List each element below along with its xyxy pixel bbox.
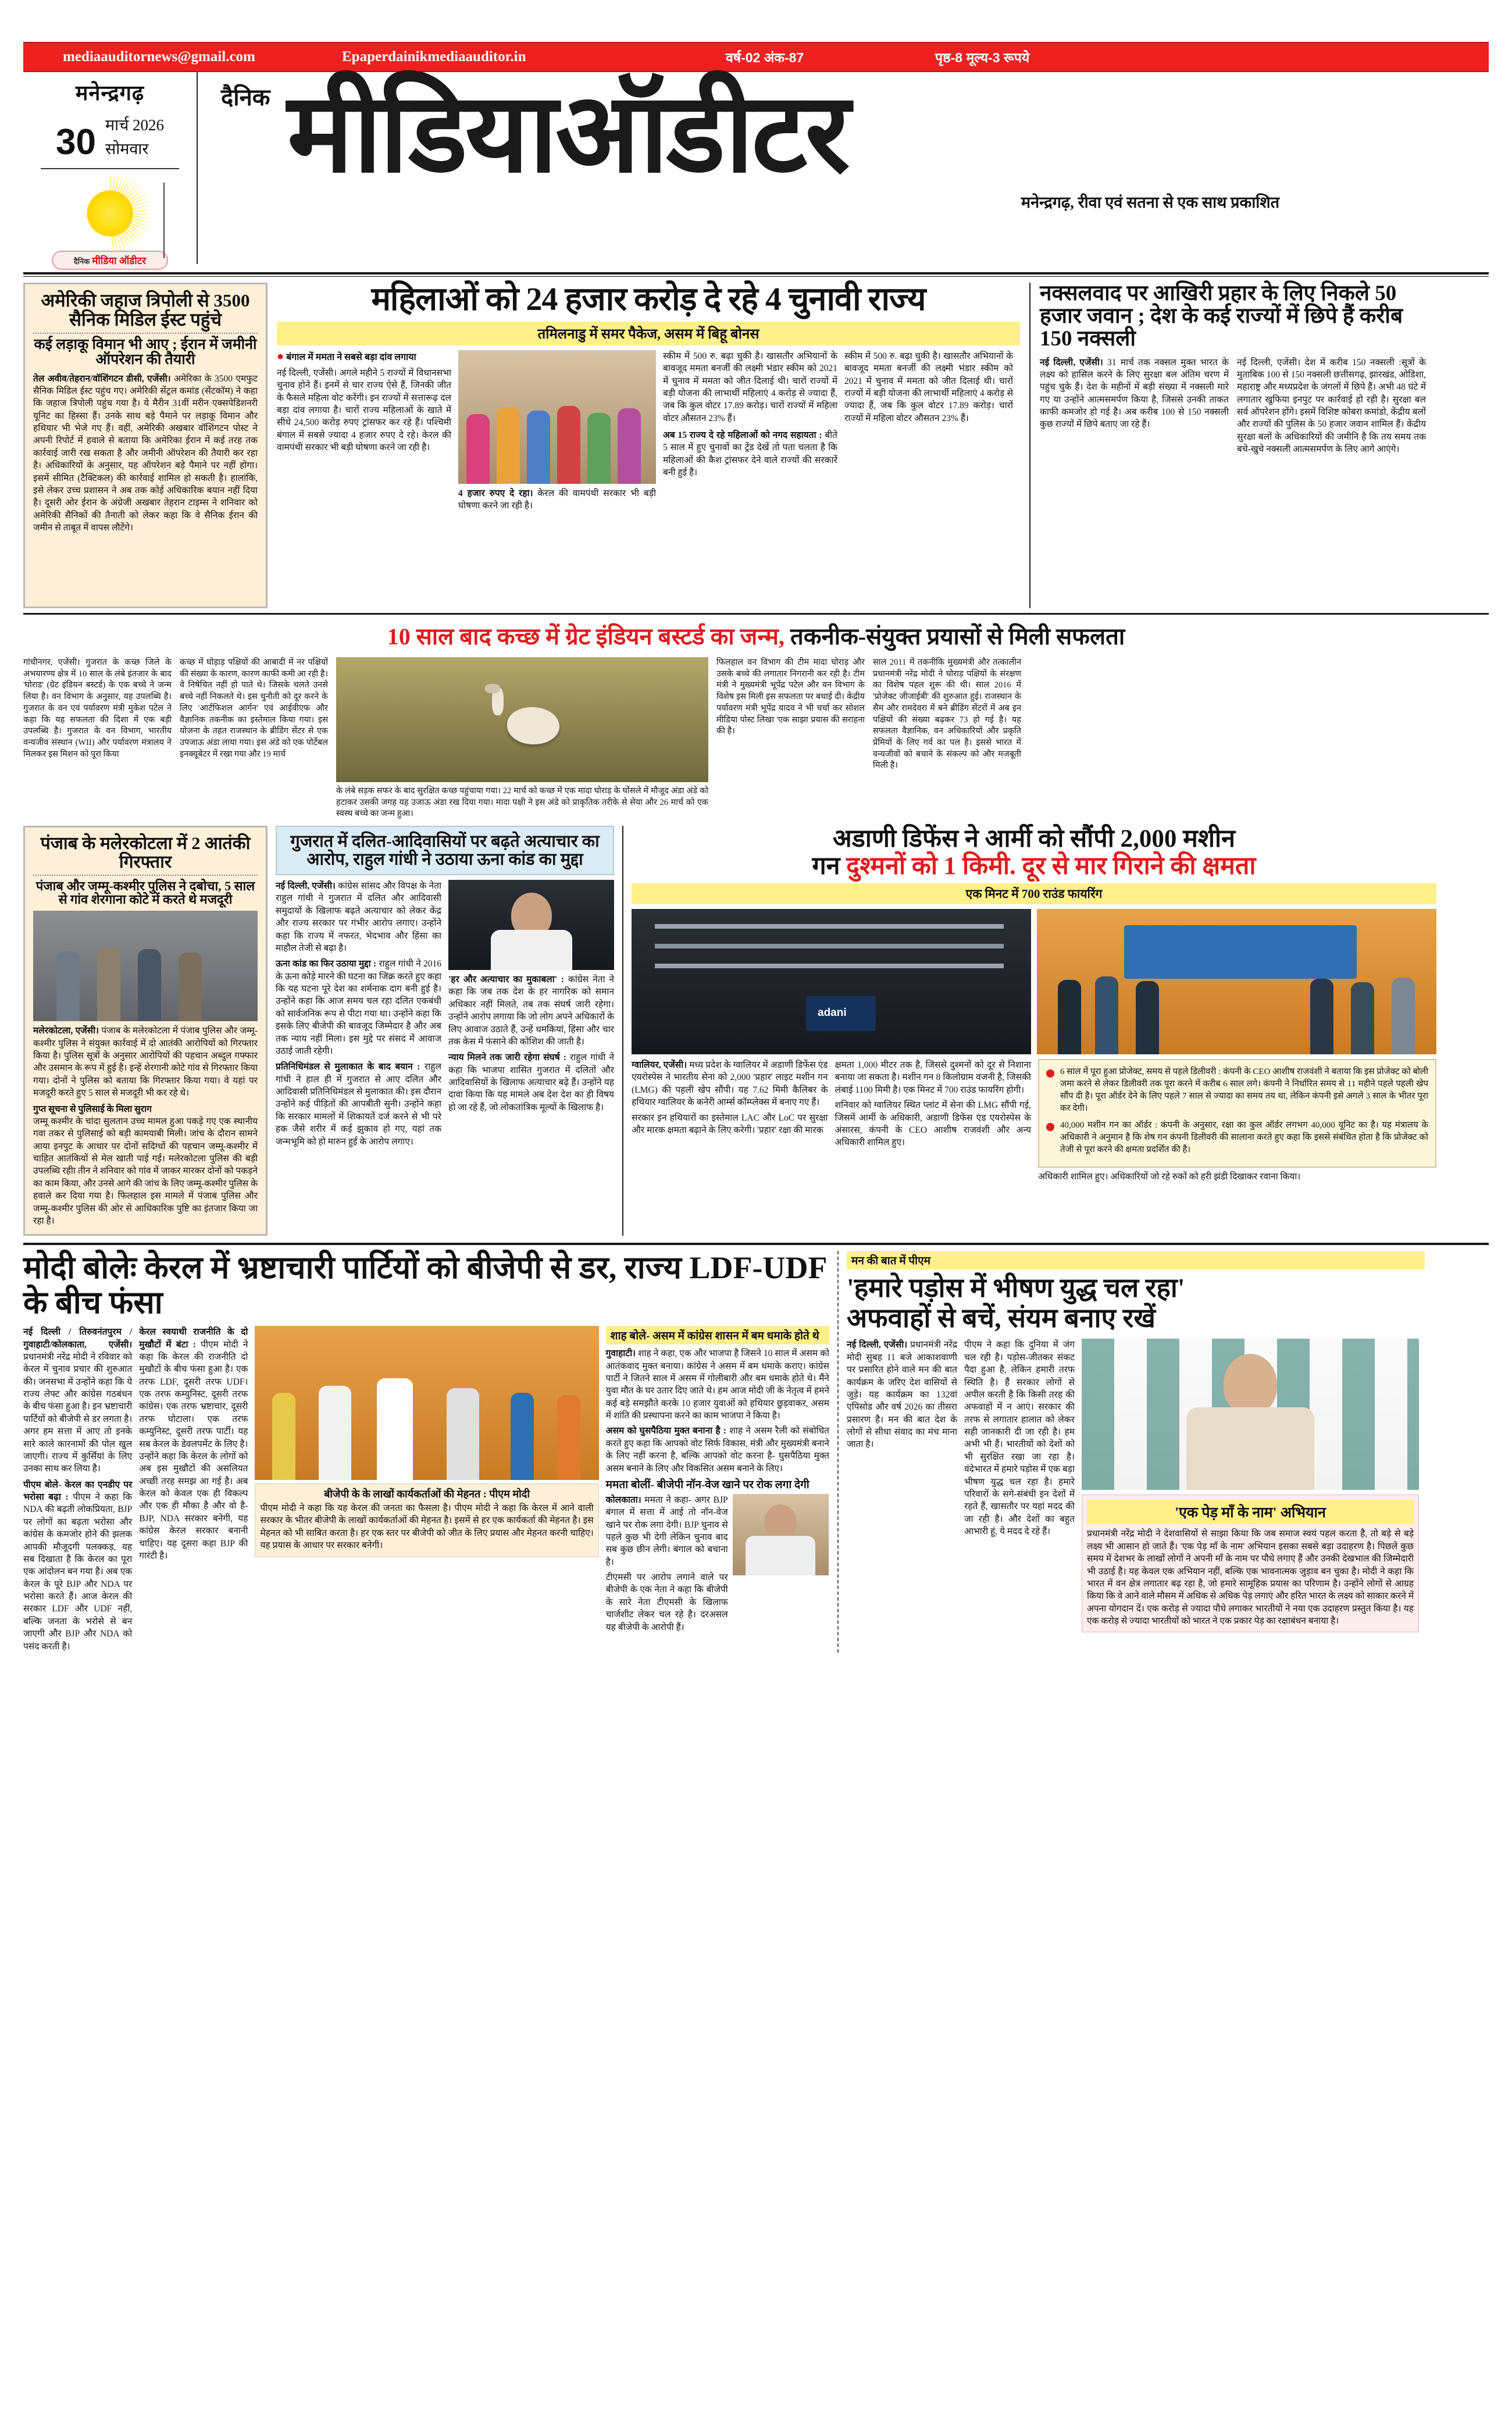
mann-kicker: मन की बात में पीएम bbox=[847, 1251, 1425, 1269]
punjab-body: पंजाब के मलेरकोटला में पंजाब पुलिस और जम्मू-कश्मीर पुलिस ने संयुक्त कार्रवाई में दो आतंकी आरोपियों को गिरफ्तार किया है। पुलिस सूत्रों के अनुसार आरोपियों की पहचान अब्दुल गफ्फार और उसमान के रूप में हुई है। इन्हें शेरगानी कोटे गांव से गिरफ्तार किया गया। दोनों ने पुलिस को बताया कि गिरफ्तार किया गया। वे यहां पर मजदूरी करते हुए 5 साल से मजदूरी भी कर रहे थे। bbox=[33, 1026, 258, 1099]
modi-sub2-head: केरल स्वयाथी राजनीति के दो मुखौटों में बंटा : bbox=[139, 1327, 248, 1350]
punjab-subhead: पंजाब और जम्मू-कश्मीर पुलिस ने दबोचा, 5 साल से गांव शेरगाना कोटे में करते थे मजदूरी bbox=[35, 879, 255, 907]
gujarat-dateline: नई दिल्ली, एजेंसी। bbox=[276, 881, 336, 891]
masthead-left bbox=[23, 72, 198, 264]
us-ship-body: अमेरिका के 3500 एमफुट सैनिक मिडिल ईस्ट पहुंच गए। अमेरिकी सेंट्रल कमांड (सेंटकॉम) ने कहा कि जहाज त्रिपोली पहुंच गया है। ये मैरीन 31वीं मरीन एक्सपेडिशनरी यूनिट का हिस्सा हैं। उनके साथ बड़े पैमाने पर लड़ाकू विमान और हथियार भी भेजे गए हैं। वहीं, अमेरिकी अखबार वॉशिंगटन पोस्ट ने अपनी रिपोर्ट में हवाले से बताया कि अमेरिका ईरान में कई तरह तक कार्रवाई जारी रख सकता है और जमीनी ऑपरेशन की तैयारी कर रहा है। अधिकारियों के अनुसार, यह ऑपरेशन बड़े पैमाने पर नहीं होगा। इसमें सीमित (टैक्टिकल) की कार्रवाई शामिल हो सकती है। हालांकि, इसे लेकर उच्च प्रशासन ने अब तक कोई अधिकारिक बयान नहीं दिया है। दूसरी ओर ईरान के अंग्रेजी अखबार तेहरान टाइम्स ने शनिवार को अमेरिकी सैनिकों की तैनाती को लेकर कहा कि वे सैनिक ईरान की जमीन से ताबूत में वापस लौटेंगे। bbox=[33, 373, 258, 533]
women-body-3: बीते 5 साल में हुए चुनावों का ट्रेंड देखें तो पता चलता है कि महिलाओं की कैश ट्रांसफर देने वाले राज्यों की सरकारें बनी हुई है। bbox=[663, 430, 837, 478]
bustard-headline-red: 10 साल बाद कच्छ में ग्रेट इंडियन बस्टर्ड का जन्म, bbox=[387, 623, 784, 650]
adani-dateline: ग्वालियर, एजेंसी। bbox=[632, 1060, 687, 1071]
gujarat-sub4-head: न्याय मिलने तक जारी रहेगा संघर्ष : bbox=[448, 1053, 566, 1063]
us-ship-headline[interactable]: अमेरिकी जहाज त्रिपोली से 3500 सैनिक मिडिल ईस्ट पहुंचे bbox=[41, 290, 250, 330]
gujarat-sub1-head: ऊना कांड का फिर उठाया मुद्दा : bbox=[276, 959, 377, 969]
gujarat-body: कांग्रेस सांसद और विपक्ष के नेता राहुल गांधी ने गुजरात में दलित और आदिवासी समुदायों के खिलाफ बढ़ते अत्याचार को लेकर केंद्र और राज्य सरकार पर गंभीर आरोप लगाए। उन्होंने कहा कि राज्य में नफरत, भेदभाव और हिंसा का माहौल तेजी से बढ़ा है। bbox=[276, 881, 441, 953]
adani-caption: अधिकारी शामिल हुए। अधिकारियों जो रहे रुकों को हरी झंडी दिखाकर रवाना किया। bbox=[1038, 1172, 1301, 1182]
modi-rally-photo bbox=[255, 1326, 598, 1480]
story-naxal bbox=[1029, 283, 1431, 608]
masthead-tagline: मनेन्द्रगढ़, रीवा एवं सतना से एक साथ प्रकाशित bbox=[1021, 194, 1279, 211]
modi-kerala-headline[interactable]: मोदी बोलेः केरल में भ्रष्टाचारी पार्टियों को बीजेपी से डर, राज्य LDF-UDF के बीच फंसा bbox=[23, 1250, 826, 1320]
gujarat-sub2-body: राहुल गांधी ने हाल ही में गुजरात से आए दलित और आदिवासी प्रतिनिधिमंडल से मुलाकात की। इस दौरान उन्होंने कई पीड़ितों की आपबीती सुनी। उन्होंने कहा कि सरकार मामलों में शिकायतें दर्ज करने से भी परे हक जैसे शरीर में कई झुकाव हो गए, यहां तक जन्मभूमि को हो मारुन हुई के आरोप लगाए। bbox=[276, 1062, 441, 1147]
mamata-dateline: कोलकाता। bbox=[605, 1495, 641, 1505]
bustard-headline-black: तकनीक-संयुक्त प्रयासों से मिली सफलता bbox=[790, 623, 1125, 650]
shah-sub-body: शाह ने असम रैली को संबोधित करते हुए कहा कि आपको वोट सिर्फ विकास, मंत्री और मुख्यमंत्री बनाने के लिए नहीं करना है, बल्कि आपको वोट करना है- घुसपैठिया मुक्त असम बनाने के लिए और विकसित असम बनाने के लिए। bbox=[605, 1426, 829, 1474]
modi-broadcast-photo bbox=[1082, 1339, 1419, 1490]
modi-body: प्रधानमंत्री नरेंद्र मोदी ने रविवार को केरल में चुनाव प्रचार की शुरुआत की। जनसभा में उन्होंने कहा कि ये राज्य लेफ्ट और कांग्रेस गठबंधन के बीच फंसा हुआ है। इन भ्रष्टाचारी पार्टियों को बीजेपी से डर लगता है। अगर हम सत्ता में आए तो इनके सारे काले कारनामों की पोल खुल जाएगी। राज्य में कुर्सियां के लिए उनका साथ कर लिया है। bbox=[23, 1351, 133, 1474]
contact-email[interactable]: mediaauditornews@gmail.com bbox=[63, 49, 255, 65]
bustard-col-5: साल 2011 में तकनीकि मुख्यमंत्री और तत्कालीन प्रधानमंत्री नरेंद्र मोदी ने घोराड़ पक्षियों के संरक्षण का विशेष पहल शुरू की थी। साल 2016 में 'प्रोजेक्ट जीजाईबी' की शुरुआत हुई। राजस्थान के सैम और रामदेवरा में बने ब्रीडिंग सेंटरों में अब इन पक्षियों की संख्या बढ़कर 73 हो गई है। यह सफलता वैज्ञानिक, वन अधिकारियों और प्रकृति प्रेमियों के लिए गर्व का पल है। इससे भारत में वन्यजीवों को बचाने के संकल्प को और मजबूती मिली है। bbox=[873, 658, 1021, 771]
logo-prefix: दैनिक bbox=[73, 257, 90, 266]
top-info-bar bbox=[23, 42, 1489, 72]
story-mann-ki-baat bbox=[837, 1251, 1425, 1653]
bustard-col-1: गांधीनगर, एजेंसी। गुजरात के कच्छ जिले के अभयारण्य क्षेत्र में 10 साल के लंबे इंतजार के बाद 'घोराड' (ग्रेट इंडियन बस्टर्ड) के एक बच्चे ने जन्म लिया है। वन विभाग के अनुसार, यह उपलब्धि है। गुजरात के वन एवं पर्यावरण मंत्री मुकेश पटेल ने कहा कि यह सफलता की दिशा में एक बड़ी उपलब्धि है। गुजरात के वन विभाग, भारतीय वन्यजीव संस्थान (WII) और पर्यावरण मंत्रालय ने मिलकर इस मिशन को पूरा किया bbox=[23, 658, 172, 759]
modi-sub1-head: पीएम बोले- केरल का एनडीए पर भरोसा बढ़ा : bbox=[23, 1479, 133, 1502]
bustard-bird-icon bbox=[507, 707, 559, 744]
adani-headline-gan: गन bbox=[812, 852, 840, 880]
story-women-scheme bbox=[268, 283, 1029, 608]
naxal-body-1: 31 मार्च तक नक्सल मुक्त भारत के लक्ष्य को हासिल करने के लिए सुरक्षा बल अंतिम चरण में पहुंच चुके हैं। देश के महीनों में बड़ी संख्या में नक्सली मारे गए या उन्होंने आत्मसमर्पण किया है, जिससे उनकी ताकत काफी कमजोर हो गई है। अब करीब 100 से 150 नक्सली कुछ राज्यों में छिपे बताए जा रहे हैं। bbox=[1040, 357, 1229, 430]
mann-body: प्रधानमंत्री नरेंद्र मोदी सुबह 11 बजे आकाशवाणी पर प्रसारित होने वाले मन की बात कार्यक्रम के जरिए देश वासियों से जुड़े। यह कार्यक्रम का 132वां एपिसोड और वर्ष 2026 का तीसरा प्रसारण है। मन की बात देश के लोगों से सीधा संवाद का मंच माना जाता है। bbox=[847, 1340, 958, 1450]
bustard-photo-block bbox=[336, 657, 708, 820]
punjab-sub2-body: जम्मू कश्मीर के चांदा सुलतान उच्च मामल हुआ पकड़े गए एक स्थानीय गवा तकर से पुलिसाई को बड़ी कामयाबी मिली। जांच के दौरान सामने आया इनपुट के आधार पर दोनों सदिग्धों की पहचान जम्मू-कश्मीर में चाहित आतंकियों से मेल खाती पाई गई। मलेरकोटला पुलिस की बड़ी उपलब्धि रहीा तीन ने शनिवार को गांव में जाकर मारकर दोनों को पकड़ने का काम किया, और उनसे आगे की जांच के लिए जम्मू-कश्मीर पुलिस के हवाले कर दिया गया है। फिलहाल इस मामले में पंजाब पुलिस और जम्मू-कश्मीर पुलिस की ओर से आधिकारिक पुष्टि का इंतजार किया जा रहा है। bbox=[33, 1116, 258, 1226]
gujarat-sub2-head: प्रतिनिधिमंडल से मुलाकात के बाद बयान : bbox=[276, 1062, 420, 1072]
naxal-headline[interactable]: नक्सलवाद पर आखिरी प्रहार के लिए निकले 50 हजार जवान ; देश के कई राज्यों में छिपे हैं करीब 150 नक्सली bbox=[1040, 281, 1403, 351]
masthead-right bbox=[198, 72, 1489, 264]
date-month-year: मार्च 2026 bbox=[105, 116, 164, 134]
story-modi-kerala bbox=[23, 1251, 837, 1653]
modi-sub1-body: पीएम ने कहा कि NDA की बढ़ती लोकप्रियता, BJP पर लोगों का बढ़ता भरोसा और कांग्रेस के कमजोर होने की झलक आपकी मौजूदगी पलक्कड़, यह सब दिखाता है कि केरल का पूरा एक आंदोलन बन गया है। अब एक केरल के पूरे BJP और NDA पर भरोसा करते हैं। आज केरल की सरकार LDF और UDF नहीं, बल्कि जनता के भरोसे से बन जाएगी और BJP और NDA को पसंद करती है। bbox=[23, 1492, 133, 1652]
mann-headline-line1: 'हमारे पड़ोस में भीषण युद्ध चल रहा' bbox=[847, 1273, 1185, 1303]
women-col3-head: अब 15 राज्य दे रहे महिलाओं को नगद सहायता : bbox=[663, 430, 822, 441]
adani-col1b: सरकार इन हथियारों का इस्तेमाल LAC और LoC पर सुरक्षा और मारक क्षमता बढ़ाने के लिए करेगी। 'प्रहार' रक्षा की मारक bbox=[632, 1112, 828, 1135]
mamata-sub-body: टीएमसी पर आरोप लगाने वाले पर बीजेपी के एक नेता ने कहा कि बीजेपी के सारे नेता टीएमसी के खिलाफ चार्जशीट लेकर चल रहे है। दरअसल यह बीजेपी के आरोपी हैं। bbox=[605, 1572, 728, 1632]
pages-price: पृष्ठ-8 मूल्य-3 रूपये bbox=[935, 50, 1030, 65]
story-adani bbox=[622, 826, 1436, 1236]
top-stories-row bbox=[23, 283, 1489, 608]
middle-stories-row bbox=[23, 826, 1489, 1236]
gujarat-headline[interactable]: गुजरात में दलित-आदिवासियों पर बढ़ते अत्याचार का आरोप, राहुल गांधी ने उठाया ऊना कांड का मुद्दा bbox=[290, 832, 600, 869]
bustard-headline[interactable] bbox=[23, 619, 1489, 651]
punjab-sub2-head: गुप्त सूचना से पुलिसाई के मिला सुराग bbox=[33, 1104, 152, 1114]
naxal-dateline: नई दिल्ली, एजेंसी। bbox=[1040, 357, 1103, 368]
modi-sub2-body: पीएम मोदी ने कहा कि केरल की राजनीति दो मुखौटों के बीच फंसा हुआ है। एक तरफ LDF, दूसरी तरफ UDF। एक तरफ कम्युनिस्ट, दूसरी तरफ कांग्रेस। एक तरफ भ्रष्टाचार, दूसरी तरफ घोटाला। एक तरफ कम्युनिस्ट, दूसरी तरफ पार्टी। यह सब केरल के डेवलपमेंट के लिए है। उन्होंने कहा कि केरल के लोगों को अब इस मुखौटों की असलियत अच्छी तरह समझ आ गई है। अब केरल को केवल एक ही विकल्प और एक ही मौका है और वो है- BJP, NDA सरकार बनेगी, यह कांग्रेस केरल सरकार बनानी चाहिए। यह दूसरा कहा BJP की गारंटी है। bbox=[139, 1339, 248, 1561]
adani-bullet-2: 40,000 मशीन गन का ऑर्डर : कंपनी के अनुसार, रक्षा का कुल ऑर्डर लगभग 40,000 यूनिट का है। यह मंत्रालय के अधिकारी ने अनुमान है कि शेष गन कंपनी डिलीवरी की सालाना करते हुए कहा कि इससे संबंधित होता है कि प्रोजेक्ट को तेजी से पूरा करने की क्षमता प्रदर्शित की है। bbox=[1046, 1119, 1428, 1156]
mann-body-2: पीएम ने कहा कि दुनिया में जंग चल रही है। पड़ोस-जीतकर संकट पैदा हुआ है, लेकिन हमारी तरफ स्थिति है। हैं सरकार लोगों से अपील करती है कि किसी तरह की अफवाहों में न आएं। सरकार की तरफ से लगातार हालात को लेकर सही जानकारी दी जा रही है। हम अभी भी हैं। भारतीयों को देशों को भी सुरक्षित रखा जा रहा है। वंदेभारत में हमारे पड़ोस में एक बड़ा भीषण युद्ध चल रहा है। हमारे परिवारों के सगे-संबंधी इन देशों में रहते हैं, खासतौर पर यहां मदद की जा रही है। और देशों का बहुत आभारी हूं, ये मदद दे रहे हैं। bbox=[964, 1340, 1075, 1536]
shah-body: शाह ने कहा, एक और भाजपा है जिसने 10 साल में असम को आतंकवाद मुक्त बनाया। कांग्रेस ने असम में बम धमाके कराए। कांग्रेस पार्टी ने जितने साल में असम में गोलीबारी और बम धमाके होते थे। मैंने युवा मौत के घर उतार दिए जाते थे। हम आज मोदी जी के नेतृत्व में हमने कई बड़े समझौते करके 10 हजार युवाओं को हथियार छुड़वाकर, असम में शांति की प्रस्थापना करने का काम भाजपा ने किया है। bbox=[605, 1349, 829, 1421]
divider bbox=[41, 168, 179, 169]
bustard-photo bbox=[336, 657, 708, 782]
bustard-col-2: कच्छ में घोड़ाड़ पक्षियों की आबादी में नर पक्षियों की संख्या के कारण, कारण काफी कमी आ रही है। वे निषेचित नहीं हो पाते थे। जिसके चलते उनसे बच्चे नहीं निकलते थे। इस चुनौती को दूर करने के लिए 'आर्टफिशल आर्गन' एवं आईवीएफ और वैज्ञानिक तकनीक का इस्तेमाल किया गया। इस योजना के तहत राजस्थान के ब्रीडिंग सेंटर से एक उपजाऊ अंडा लाया गया। इस अंडे को एक पोर्टेबल इनक्यूबेटर में रखा गया और 19 मार्च bbox=[180, 658, 328, 759]
modi-dateline: नई दिल्ली / तिरुवनंतपुरम / गुवाहाटी/कोलकाता, एजेंसी। bbox=[23, 1327, 133, 1350]
bustard-col-3: के लंबे सड़क सफर के बाद सुरक्षित कच्छ पहुंचाया गया। 22 मार्च को कच्छ में एक मादा घोराड़ के घोंसले में मौजूद अंडा अंडे को हटाकर उसकी जगह यह उजाऊ अंडा रख दिया गया। मादा पक्षी ने इस अंडे को प्राकृतिक तरीके से सेया और 26 मार्च को एक स्वस्थ बच्चे का जन्म हुआ। bbox=[336, 786, 708, 819]
bottom-stories-row bbox=[23, 1243, 1489, 1653]
logo-caption bbox=[52, 251, 168, 270]
punjab-dateline: मलेरकोटला, एजेंसी। bbox=[33, 1026, 99, 1036]
us-ship-subhead: कई लड़ाकू विमान भी आए ; ईरान में जमीनी ऑपरेशन की तैयारी bbox=[34, 337, 257, 368]
ek-ped-maa-section bbox=[1082, 1495, 1419, 1632]
gujarat-sub3-body: कांग्रेस नेता ने कहा कि जब तक देश के हर नागरिक को समान अधिकार नहीं मिलते, तब तक संघर्ष जारी रहेगा। उन्होंने आरोप लगाया कि जो लोग अपने अधिकारों के लिए आवाज उठाते हैं, उन्हें धमकियां, हिंसा और चार तक केस में फंसाने की कोशिश की जाती है। bbox=[448, 975, 615, 1047]
shah-sub-head: असम को घुसपैठिया मुक्त बनाना है : bbox=[605, 1426, 727, 1436]
mamata-body: ममता ने कहा- अगर BJP बंगाल में सत्ता में आई तो नॉन-वेज खाने पर रोक लगा देगी। BJP चुनाव से पहले कुछ भी देगी लेकिन चुनाव बाद सब कुछ छीन लेगी। बंगाल को बचाना है। bbox=[605, 1495, 728, 1567]
epaper-website[interactable]: Epaperdainikmediaauditor.in bbox=[342, 49, 526, 65]
mann-headline-line2: अफवाहों से बचें, संयम बनाए रखें bbox=[847, 1303, 1156, 1333]
naxal-body-2: नई दिल्ली, एजेंसी। देश में करीब 150 नक्सली :सूत्रों के मुताबिक 100 से 150 नक्सली छत्तीसगढ़, झारखंड, ओडिशा, महाराष्ट्र और मध्यप्रदेश के जंगलों में छिपे हैं। अभी 48 घंटे में लगातार खुफिया इनपुट पर कार्रवाई हो रही है। सुरक्षा बल सर्व ऑपरेशन होंगे। इसमें विशिष्ट कोबरा कमांडो, केंद्रीय बलों और राज्यों की पुलिस के 50 हजार जवान शामिल हैं। केंद्रीय सुरक्षा बलों के अधिकारियों की जमीनि है कि तय समय तक बचे-खुचे नक्सली आत्मसमर्पण के लिए आगे आएंगे। bbox=[1237, 357, 1426, 455]
story-bustard bbox=[23, 613, 1489, 820]
edition-city: मनेन्द्रगढ़ bbox=[75, 81, 145, 105]
modi-sub3-head: बीजेपी के के लाखों कार्यकर्ताओं की मेहनत : पीएम मोदी bbox=[324, 1488, 530, 1500]
adani-col2b: शनिवार को ग्वालियर स्थित प्लांट में सेना की LMG सौंपी गई, जिसमें आर्मी के अधिकारी, अडाणी डिफेंस एंड एयरोस्पेस के अंसारस, कंपनी के CEO आशीष राजवंशी और अन्य अधिकारी शामिल हुए। bbox=[835, 1100, 1032, 1148]
story-us-ship bbox=[23, 283, 268, 608]
adani-bullet-1: 6 साल में पूरा हुआ प्रोजेक्ट, समय से पहले डिलीवरी : कंपनी के CEO आशीष राजवंशी ने बताया कि इस प्रोजेक्ट को बोली जमा करने से लेकर डिलीवरी तक पूरा करने में करीब 6 साल लगे। कंपनी ने निर्धारित समय से 11 महीने पहले पहली खेप सौंप दी है। पूरा ऑर्डर देने के लिए पहले 7 साल से ज्यादा का समय तय था, लेकिन कंपनी इसे अगले 3 साल के भीतर पूरा कर देगी। bbox=[1046, 1066, 1428, 1115]
modi-sub3-body: पीएम मोदी ने कहा कि यह केरल की जनता का फैसला है। पीएम मोदी ने कहा कि केरल में आने वाली सरकार के भीतर बीजेपी के लाखों कार्यकर्ताओं की मेहनत है। इसमें से हर एक कार्यकर्ता की मेहनत है। इस मेहनत को भी साबित करता है। हर एक स्तर पर बीजेपी को जीत के लिए प्रयास और मेहनत करनी चाहिए। यह प्रयास के आधार पर सरकार बनेगी। bbox=[260, 1503, 594, 1551]
women-col-3: स्कीम में 500 रु. बढ़ा चुकी है। खासतौर अभियानों के बावजूद ममता बनर्जी की लक्ष्मी भंडार स्कीम को 2021 में चुनाव में ममता को जीत दिलाई थी। चारों राज्यों में बड़ी योजना की लाभार्थी महिलाएं 4 करोड़ से ज्यादा हैं, जब कि कुल वोटर 17.89 करोड़। चारों राज्यों में महिला वोटर औसतन 23% हैं। bbox=[844, 351, 1013, 423]
shah-dateline: गुवाहाटी। bbox=[605, 1349, 636, 1359]
gujarat-sub1-body: राहुल गांधी ने 2016 के ऊना कोड़े मारने की घटना का जिक्र करते हुए कहा कि यह घटना पूरे देश का शर्मनाक दाग बनी हुई है। उन्होंने कहा कि आज समय चल रहा दलित एकबंधी को सार्वजनिक रूप से पीटा गया था। उन्होंने कहा कि इसके लिए बीजेपी की बावजूद जिम्मेदार है और अब तक न्याय नहीं मिला। इस मुद्दे पर संसद में आवाज उठाई जाती रहेगी। bbox=[276, 959, 442, 1056]
women-body-2: स्कीम में 500 रु. बढ़ा चुकी है। खासतौर अभियानों के बावजूद ममता बनर्जी की लक्ष्मी भंडार स्कीम को 2021 में चुनाव में ममता को जीत दिलाई थी। चारों राज्यों में बड़ी योजना की लाभार्थी महिलाएं 4 करोड़ से ज्यादा हैं, जब कि कुल वोटर 17.89 करोड़। चारों राज्यों में महिला वोटर औसतन 23% हैं। bbox=[663, 351, 837, 423]
women-photo bbox=[458, 350, 656, 484]
punjab-photo bbox=[33, 911, 258, 1021]
masthead bbox=[23, 72, 1489, 264]
ek-ped-kicker: 'एक पेड़ माँ के नाम' अभियान bbox=[1087, 1500, 1414, 1524]
logo-name: मीडिया ऑडीटर bbox=[92, 255, 147, 266]
adani-handover-photo bbox=[1037, 909, 1436, 1054]
gujarat-sub3-head: 'हर और अत्याचार का मुकाबला' : bbox=[448, 975, 565, 985]
shah-assam-kicker: शाह बोले- असम में कांग्रेस शासन में बम धमाके होते थे bbox=[606, 1326, 829, 1344]
volume-issue: वर्ष-02 अंक-87 bbox=[726, 50, 804, 65]
mann-headline[interactable] bbox=[847, 1273, 1425, 1333]
story-gujarat-dalit bbox=[268, 826, 622, 1236]
women-scheme-kicker: तमिलनाडु में समर पैकेज, असम में बिहू बोनस bbox=[277, 322, 1020, 345]
women-scheme-headline[interactable]: महिलाओं को 24 हजार करोड़ दे रहे 4 चुनावी राज्य bbox=[371, 281, 926, 318]
women-bullet-1: बंगाल में ममता ने सबसे बड़ा दांव लगाया bbox=[286, 352, 416, 362]
newspaper-title: मीडियाऑडीटर bbox=[287, 72, 848, 195]
women-photo-block: 4 हजार रुपए दे रहा। केरल की वामपंथी सरकार भी बड़ी घोषणा करने जा रही है। bbox=[458, 350, 656, 512]
adani-col1: मध्य प्रदेश के ग्वालियर में अडाणी डिफेंस एंड एयरोस्पेस ने भारतीय सेना को 2,000 'प्रहार' लाइट मशीन गन (LMG) की पहली खेप सौंपी। यह 7.62 मिमी कैलिबर के हथियार ग्वालियर के कनेरी आर्म्स कॉम्प्लेक्स में बनाए गए हैं। bbox=[632, 1060, 828, 1108]
adani-headline[interactable] bbox=[632, 826, 1436, 880]
newspaper-page bbox=[0, 42, 1512, 2418]
women-body-1: नई दिल्ली, एजेंसी। अगले महीने 5 राज्यों में विधानसभा चुनाव होने हैं। इनमें से चार राज्य ऐसे हैं, जिनकी जीत के फैसले महिला वोट करेंगी। इन राज्यों में सत्तारूढ़ दल बड़ा दांव लगाया है। चारों राज्य महिलाओं के खाते में सीधे 24,500 करोड़ रुपए ट्रांसफर कर रहे हैं। पश्चिमी बंगाल में सबसे ज्यादा 4 हजार रुपए दे रहे। केरल की वामपंथी सरकार भी बड़ी घोषणा करने जा रही है। bbox=[277, 368, 451, 453]
women-col-1: ● बंगाल में ममता ने सबसे बड़ा दांव लगाया नई दिल्ली, एजेंसी। अगले महीने 5 राज्यों में विधानसभा चुनाव होने हैं। इनमें से चार राज्य ऐसे हैं, जिनकी जीत के फैसले महिला वोट करेंगी। इन राज्यों में सत्तारूढ़ दल बड़ा दांव लगाया है। चारों राज्य महिलाओं के खाते में सीधे 24,500 करोड़ रुपए ट्रांसफर कर रहे हैं। पश्चिमी बंगाल में सबसे ज्यादा 4 हजार रुपए दे रहे। केरल की वामपंथी सरकार भी बड़ी घोषणा करने जा रही है। bbox=[277, 350, 451, 512]
adani-weapons-photo: adani bbox=[632, 909, 1031, 1054]
date-weekday: सोमवार bbox=[105, 140, 149, 158]
publication-date bbox=[23, 113, 197, 163]
adani-bullet-list bbox=[1038, 1059, 1436, 1168]
rahul-gandhi-photo bbox=[448, 880, 614, 970]
masthead-prefix: दैनिक bbox=[221, 84, 270, 110]
women-col-2 bbox=[663, 350, 837, 512]
mann-dateline: नई दिल्ली, एजेंसी। bbox=[847, 1340, 908, 1350]
adani-col2: क्षमता 1,000 मीटर तक है, जिससे दुश्मनों को दूर से निशाना बनाया जा सकता है। मशीन गन 8 किलोग्राम वजनी है, जिसकी लंबाई 1100 मिमी है। एक मिनट में 700 राउंड फायरिंग होगी। bbox=[835, 1060, 1032, 1095]
mamata-photo bbox=[733, 1494, 829, 1575]
story-punjab bbox=[23, 826, 268, 1236]
punjab-headline[interactable]: पंजाब के मलेरकोटला में 2 आतंकी गिरफ्तार bbox=[40, 834, 251, 872]
adani-headline-black: अडाणी डिफेंस ने आर्मी को सौंपी 2,000 मशीन bbox=[832, 825, 1236, 853]
adani-kicker: एक मिनट में 700 राउंड फायरिंग bbox=[632, 883, 1436, 904]
sun-icon bbox=[63, 177, 156, 247]
gujarat-sub4-body: राहुल गांधी ने कहा कि भाजपा शासित गुजरात में दलितों और आदिवासियों के खिलाफ अत्याचार बढ़े हैं। उन्होंने यह दावा किया कि यह मामले अब देश देश का ही विषय हो जा रहे हैं, जो लोकतांत्रिक मूल्यों के खिलाफ है। bbox=[448, 1053, 615, 1112]
mamata-kicker: ममता बोलीं- बीजेपी नॉन-वेज खाने पर रोक लगा देगी bbox=[605, 1478, 810, 1491]
ek-ped-body: प्रधानमंत्री नरेंद्र मोदी ने देशवासियों से साझा किया कि जब समाज स्वयं पहल करता है, तो बड़े से बड़े लक्ष्य भी आसान हो जाते हैं। 'एक पेड़ माँ के नाम' अभियान इसका सबसे बड़ा उदाहरण है। पिछले कुछ समय में देशभर के लाखों लोगों ने अपनी माँ के नाम पर पौधे लगाए हैं और उनकी देखभाल की जिम्मेदारी भी उठाई है। यह केवल एक अभियान नहीं, बल्कि एक भावनात्मक जुड़ाव बन चुका है। मोदी ने कहा कि भारत में वन क्षेत्र लगातार बढ़ रहा है, जो हमारे सामूहिक प्रयास का परिणाम है। उन्होंने लोगों से आग्रह किया कि वे आने वाले मौसम में अधिक से अधिक पेड़ लगाएं और हरित भारत के लक्ष्य को साकार करने में अपना योगदान दें। एक करोड़ से ज्यादा पौधे लगाकर भारतीयों ने नया एक उदाहरण प्रस्तुत किया है। यह एक करोड़ से ज्यादा भारतीयों को भारत ने एक प्रकार पेड़ का रक्षाबंधन बनाया है। bbox=[1087, 1529, 1414, 1626]
sun-logo bbox=[23, 177, 197, 276]
bustard-col-4: फिलहाल वन विभाग की टीम मादा घोराड़ और उसके बच्चे की लगातार निगरानी कर रही है। टीम मंत्री ने मुख्यमंत्री भूपेंद्र पटेल और वन विभाग के विशेष इस मिली इस सफलता पर बधाई दी। केंद्रीय पर्यावरण मंत्री भूपेंद्र यादव ने भी चर्चा कर सोशल मीडिया पोस्ट लिखा 'एक साझा प्रयास की सराहना की है। bbox=[716, 658, 865, 736]
us-ship-dateline: तेल अवीव/तेहरान/वॉशिंगटन डीसी, एजेंसी। bbox=[33, 373, 171, 384]
date-day: 30 bbox=[55, 122, 96, 163]
adani-headline-red: दुश्मनों को 1 किमी. दूर से मार गिराने की क्षमता bbox=[846, 852, 1256, 880]
